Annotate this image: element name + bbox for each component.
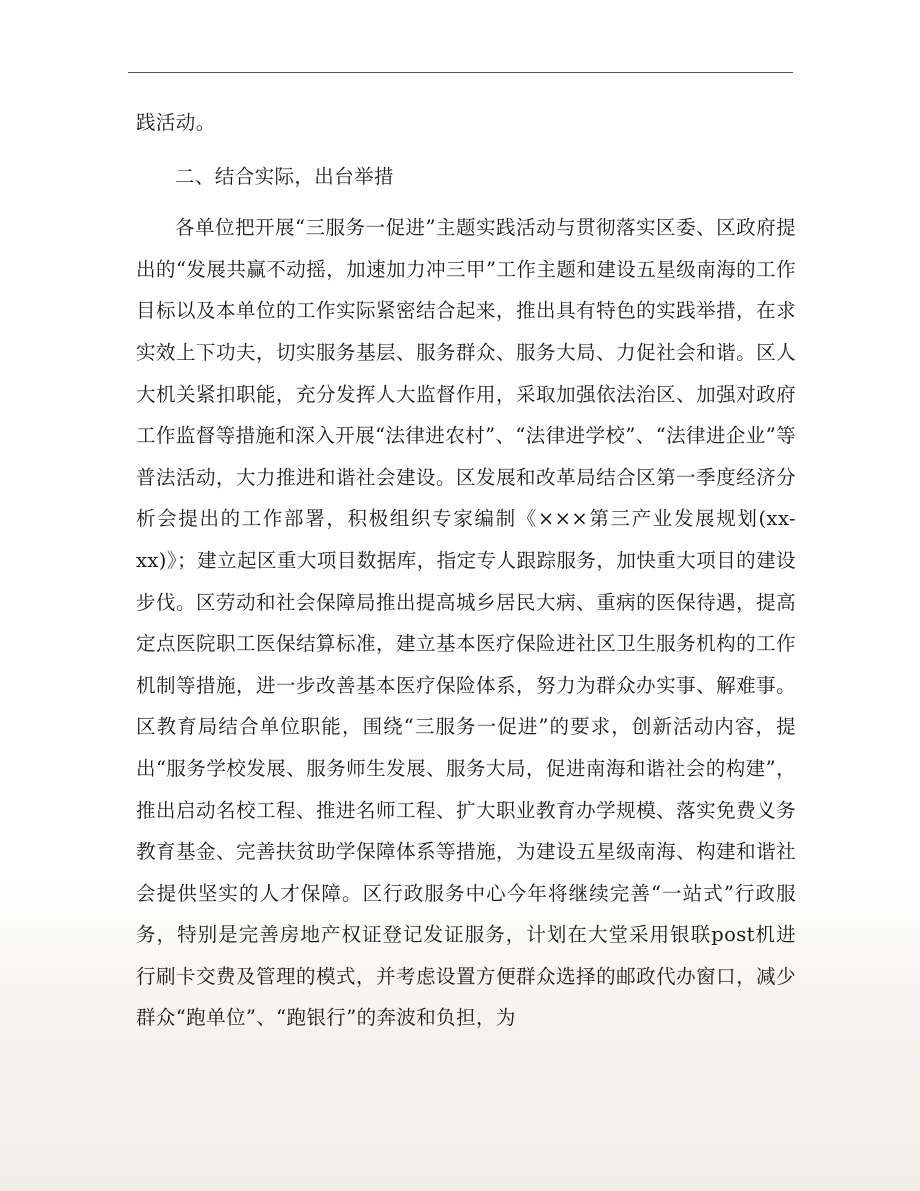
section-heading: 二、结合实际，出台举措: [175, 164, 394, 188]
document-body: [136, 102, 796, 1039]
continuation-text: 践活动。: [136, 111, 216, 134]
header-rule: [128, 72, 793, 73]
body-paragraph: 各单位把开展“三服务一促进”主题实践活动与贯彻落实区委、区政府提出的“发展共赢不动摇，加速加力冲三甲”工作主题和建设五星级南海的工作目标以及本单位的工作实际紧密结合起来，推出具有特色的实践举措，在求实效上下功夫，切实服务基层、服务群众、服务大局、力促社会和谐。区人大机关紧扣职能，充分发挥人大监督作用，采取加强依法治区、加强对政府工作监督等措施和深入开展“法律进农村”、“法律进学校”、“法律进企业”等普法活动，大力推进和谐社会建设。区发展和改革局结合区第一季度经济分析会提出的工作部署，积极组织专家编制《×××第三产业发展规划(xx-xx)》；建立起区重大项目数据库，指定专人跟踪服务，加快重大项目的建设步伐。区劳动和社会保障局推出提高城乡居民大病、重病的医保待遇，提高定点医院职工医保结算标准，建立基本医疗保险进社区卫生服务机构的工作机制等措施，进一步改善基本医疗保险体系，努力为群众办实事、解难事。区教育局结合单位职能，围绕“三服务一促进”的要求，创新活动内容，提出“服务学校发展、服务师生发展、服务大局，促进南海和谐社会的构建”，推出启动名校工程、推进名师工程、扩大职业教育办学规模、落实免费义务教育基金、完善扶贫助学保障体系等措施，为建设五星级南海、构建和谐社会提供坚实的人才保障。区行政服务中心今年将继续完善“一站式”行政服务，特别是完善房地产权证登记发证服务，计划在大堂采用银联post机进行刷卡交费及管理的模式，并考虑设置方便群众选择的邮政代办窗口，减少群众“跑单位”、“跑银行”的奔波和负担，为: [136, 216, 796, 1030]
